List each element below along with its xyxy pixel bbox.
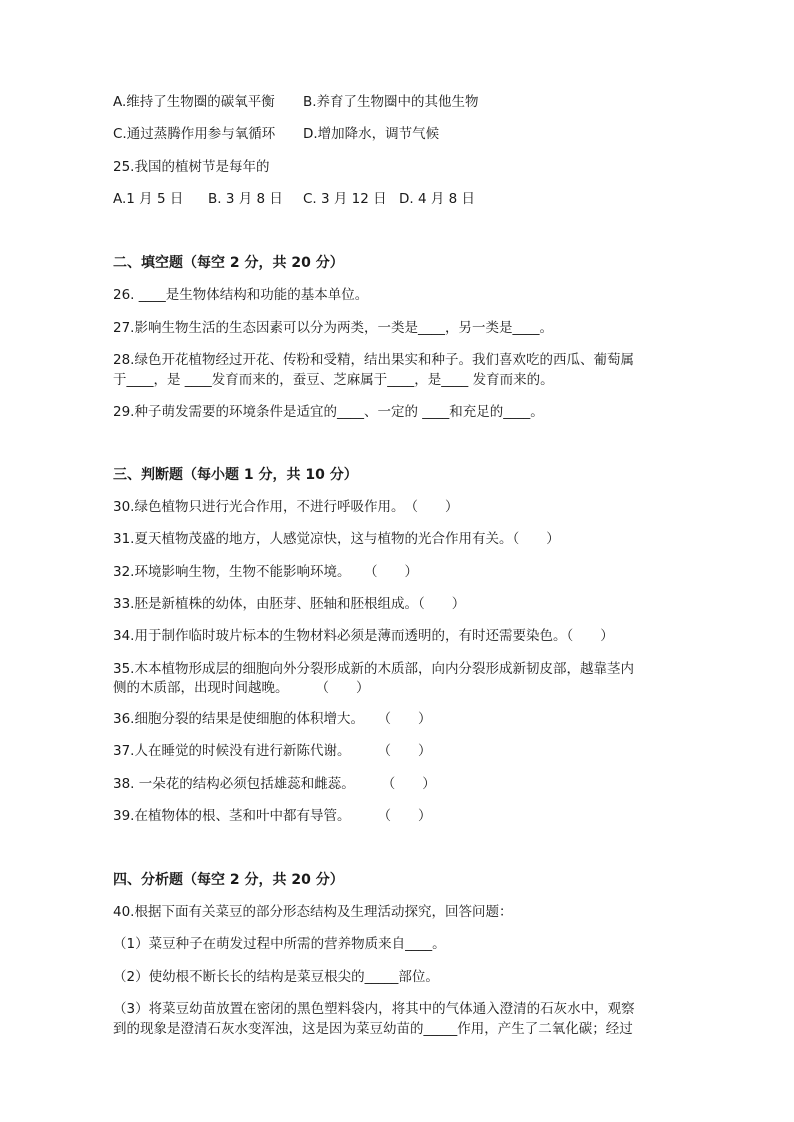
q35-line2: 侧的木质部，出现时间越晚。 （ ） <box>113 680 370 696</box>
q26: 26. ____是生物体结构和功能的基本单位。 <box>113 287 369 303</box>
q31: 31.夏天植物茂盛的地方，人感觉凉快，这与植物的光合作用有关。（ ） <box>113 531 560 547</box>
q40: 40.根据下面有关菜豆的部分形态结构及生理活动探究，回答问题： <box>113 904 513 920</box>
q24-option-a: A.维持了生物圈的碳氧平衡 <box>113 94 275 110</box>
q24-option-d: D.增加降水，调节气候 <box>303 126 440 142</box>
section3-title: 三、判断题（每小题 1 分，共 10 分） <box>113 467 358 483</box>
q24-option-c: C.通过蒸腾作用参与氧循环 <box>113 126 276 142</box>
q37: 37.人在睡觉的时候没有进行新陈代谢。 （ ） <box>113 743 432 759</box>
section4-title: 四、分析题（每空 2 分，共 20 分） <box>113 872 344 888</box>
q38: 38. 一朵花的结构必须包括雄蕊和雌蕊。 （ ） <box>113 776 436 792</box>
q24-options-row1 <box>113 92 479 112</box>
q30: 30.绿色植物只进行光合作用，不进行呼吸作用。 （ ） <box>113 499 459 515</box>
q25-question: 25.我国的植树节是每年的 <box>113 159 270 175</box>
q24-option-b: B.养育了生物圈中的其他生物 <box>303 94 479 110</box>
q40-sub1: （1）菜豆种子在萌发过程中所需的营养物质来自____。 <box>113 936 446 952</box>
q40-sub2: （2）使幼根不断长长的结构是菜豆根尖的_____部位。 <box>113 969 439 985</box>
q28-line2: 于____，是 ____发育而来的，蚕豆、芝麻属于____，是____ 发育而来的。 <box>113 372 554 388</box>
q39: 39.在植物体的根、茎和叶中都有导管。 （ ） <box>113 808 432 824</box>
section2-title: 二、填空题（每空 2 分，共 20 分） <box>113 255 344 271</box>
q25-options <box>113 189 475 209</box>
q25-option-b: B. 3 月 8 日 <box>208 191 283 207</box>
q32: 32.环境影响生物，生物不能影响环境。 （ ） <box>113 564 418 580</box>
q28-line1: 28.绿色开花植物经过开花、传粉和受精，结出果实和种子。我们喜欢吃的西瓜、葡萄属 <box>113 352 634 368</box>
q33: 33.胚是新植株的幼体，由胚芽、胚轴和胚根组成。（ ） <box>113 596 466 612</box>
q25-option-a: A.1 月 5 日 <box>113 191 184 207</box>
q35-line1: 35.木本植物形成层的细胞向外分裂形成新的木质部，向内分裂形成新韧皮部，越靠茎内 <box>113 661 634 677</box>
q25-option-c: C. 3 月 12 日 <box>303 191 387 207</box>
q29: 29.种子萌发需要的环境条件是适宜的____、一定的 ____和充足的____。 <box>113 404 544 420</box>
q36: 36.细胞分裂的结果是使细胞的体积增大。 （ ） <box>113 711 432 727</box>
q25-option-d: D. 4 月 8 日 <box>399 191 476 207</box>
q24-options-row2 <box>113 124 439 144</box>
q40-sub3-line1: （3）将菜豆幼苗放置在密闭的黑色塑料袋内，将其中的气体通入澄清的石灰水中，观察 <box>113 1001 635 1017</box>
q27: 27.影响生物生活的生态因素可以分为两类，一类是____，另一类是____。 <box>113 320 553 336</box>
q34: 34.用于制作临时玻片标本的生物材料必须是薄而透明的，有时还需要染色。（ ） <box>113 628 614 644</box>
q40-sub3-line2: 到的现象是澄清石灰水变浑浊，这是因为菜豆幼苗的_____作用，产生了二氧化碳；经过 <box>113 1021 633 1037</box>
